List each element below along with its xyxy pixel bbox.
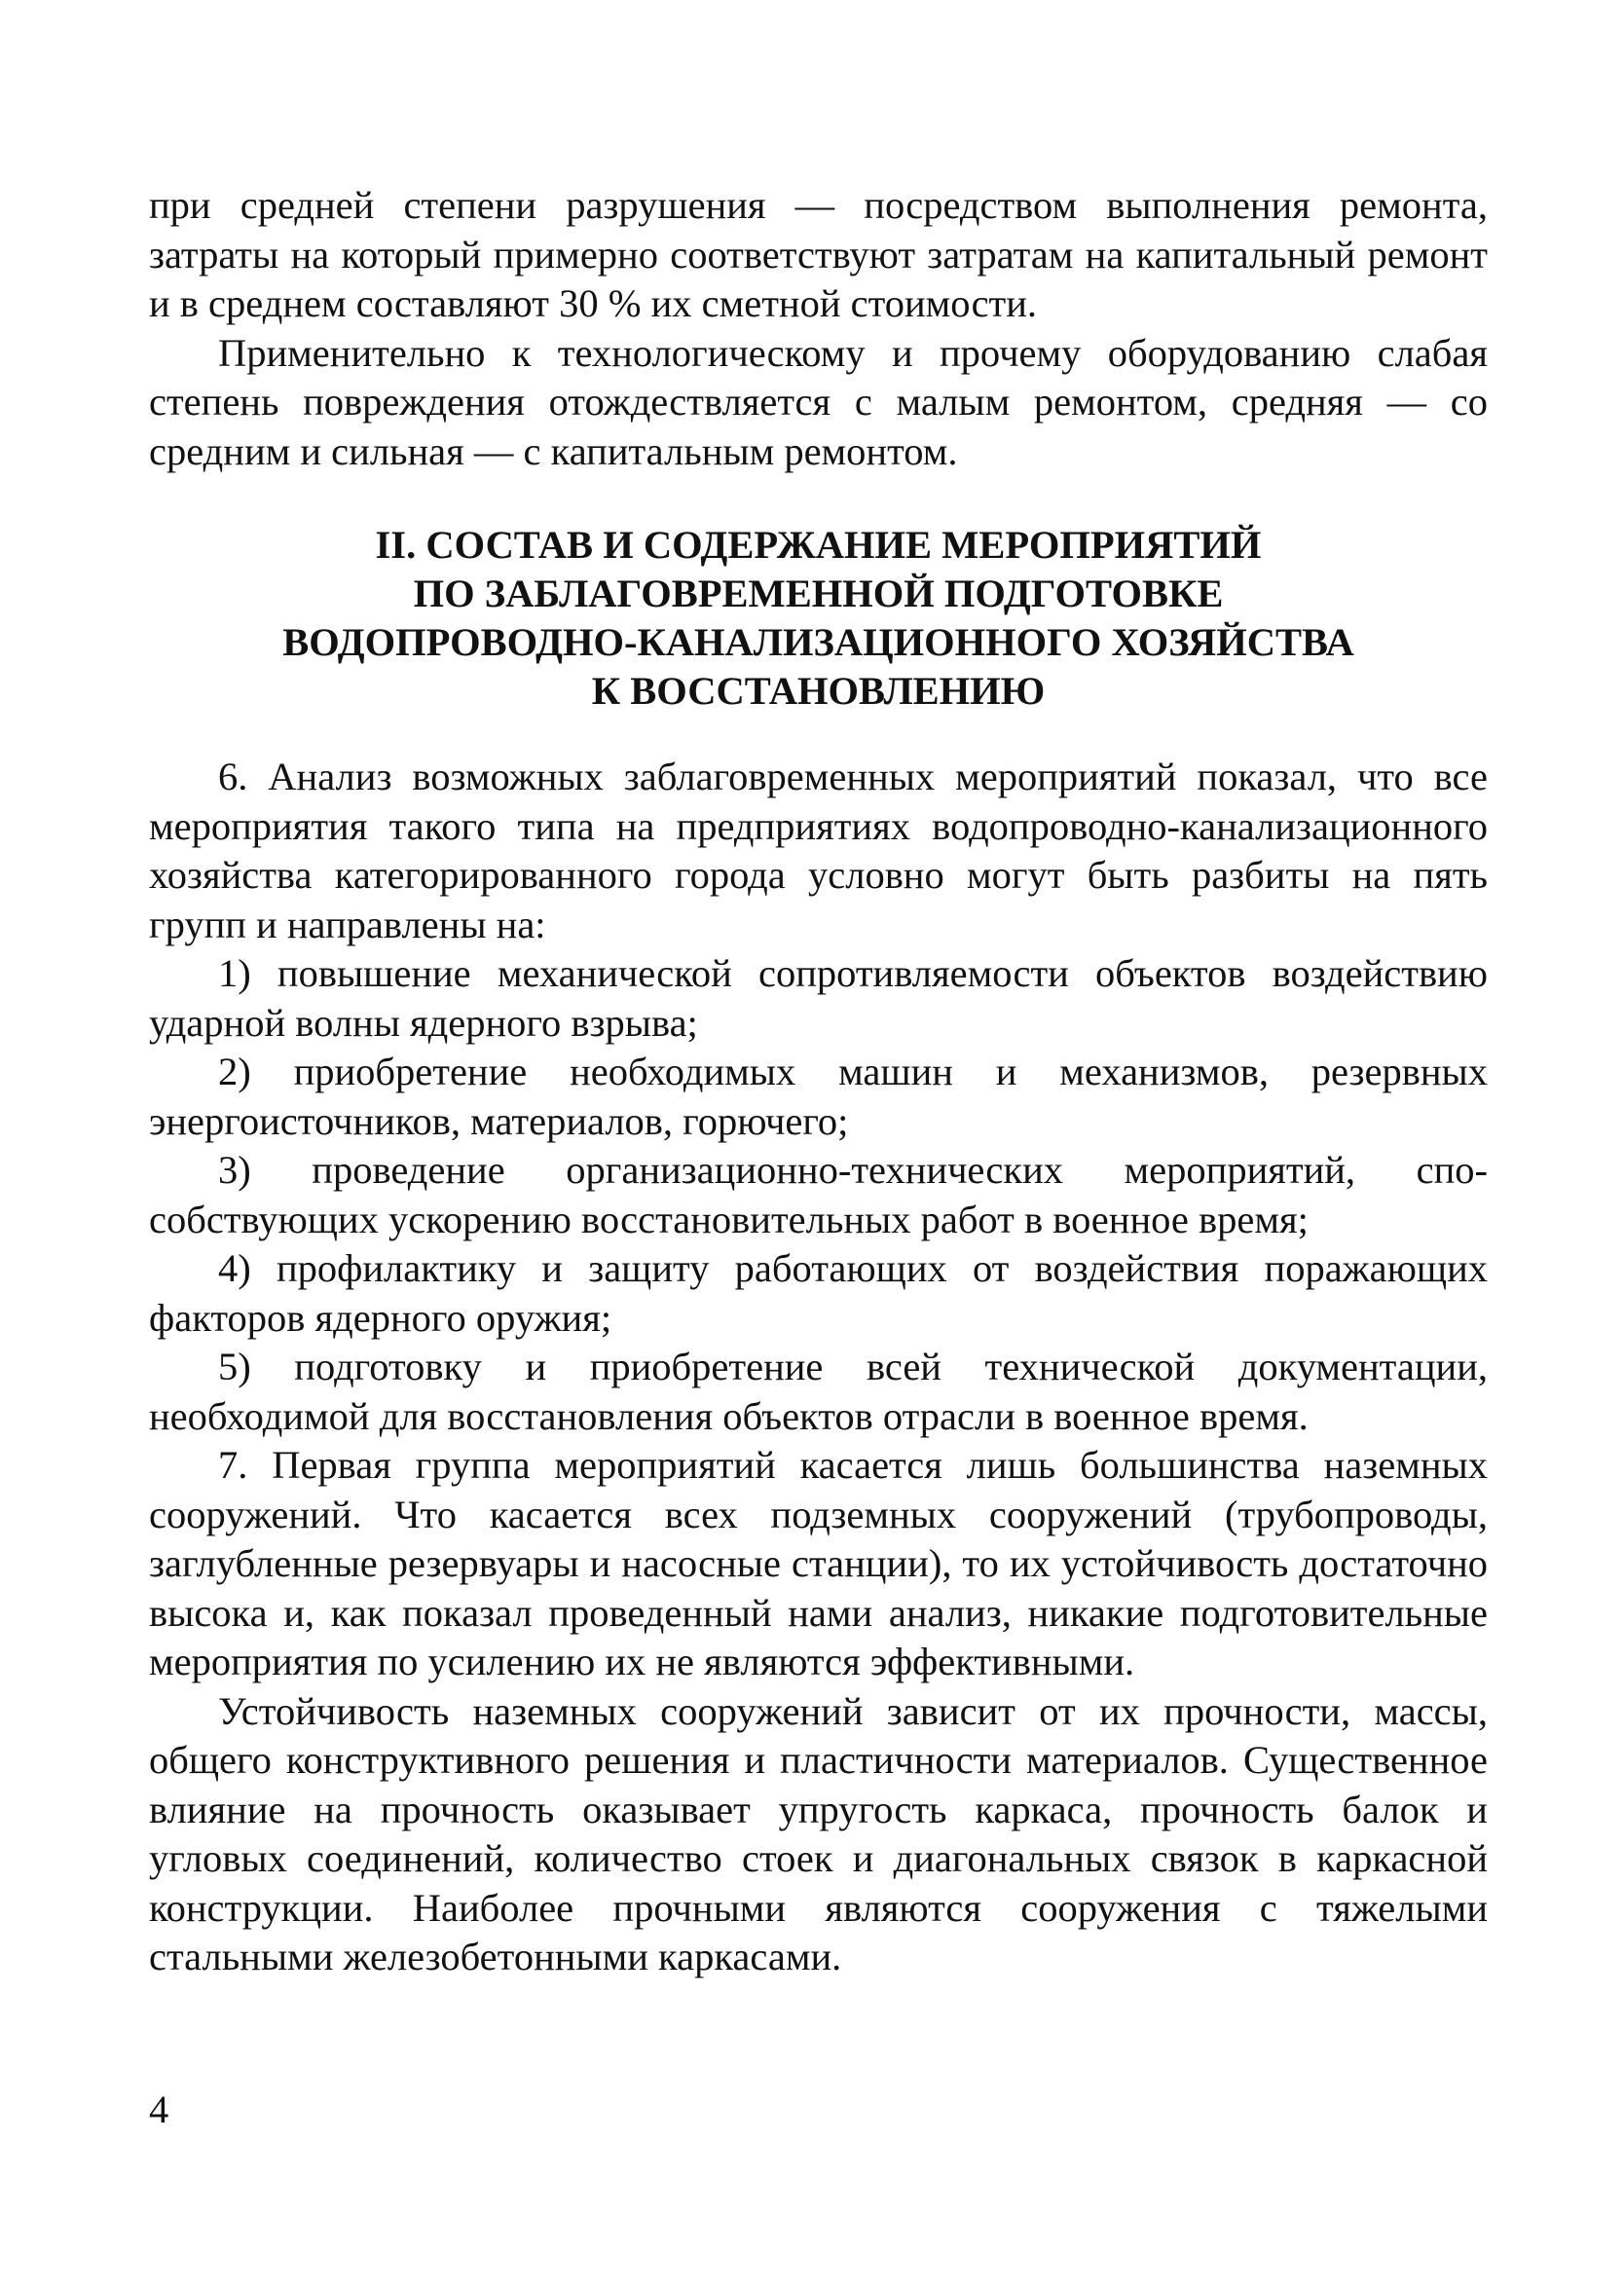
page-body [149, 181, 1488, 1982]
paragraph-item-7: 7. Первая группа мероприятий касается лишь большинства наземных сооружений. Что касается всех подземных сооружений (трубопроводы, заглубленные резервуары и насосные станции), то их устойчивость достаточно высока и, как показал проведенный нами анализ, никакие подготовительные мероприятия по усилению их не являются эффективными. [149, 1443, 1488, 1683]
list-item-1: 1) повышение механической сопротивляемости объектов воздействию ударной волны ядерного взрыва; [149, 951, 1488, 1045]
page-number: 4 [149, 2087, 169, 2131]
section-heading [149, 521, 1488, 716]
section-heading-line: К ВОССТАНОВЛЕНИЮ [591, 669, 1046, 713]
section-heading-line: ПО ЗАБЛАГОВРЕМЕННОЙ ПОДГОТОВКЕ [413, 572, 1224, 615]
section-heading-line: ВОДОПРОВОДНО-КАНАЛИЗАЦИОННОГО ХОЗЯЙСТВА [282, 620, 1354, 664]
list-item-3: 3) проведение организационно-технических мероприятий, способствующих ускорению восстановительных работ в военное время; [149, 1148, 1488, 1241]
section-heading-line: II. СОСТАВ И СОДЕРЖАНИЕ МЕРОПРИЯТИЙ [375, 523, 1262, 567]
list-item-4: 4) профилактику и защиту работающих от воздействия поражающих факторов ядерного оружия; [149, 1246, 1488, 1340]
paragraph-ground-structures: Устойчивость наземных сооружений зависит от их прочности, массы, общего конструктивного решения и пластичности материалов. Существенное влияние на прочность оказывает упругость каркаса, прочность балок и угловых соединений, количество стоек и диагональных связок в каркасной конструкции. Наиболее прочными являются сооружения с тяжелыми стальными железобетонными каркасами. [149, 1688, 1488, 1978]
list-item-2: 2) приобретение необходимых машин и механизмов, резервных энергоисточников, материалов, горючего; [149, 1050, 1488, 1143]
paragraph-continued: при средней степени разрушения — посредством выполнения ремонта, затраты на который примерно соответствуют затратам на капитальный ремонт и в среднем составляют 30 % их сметной стоимости. [149, 183, 1488, 325]
paragraph-item-6: 6. Анализ возможных заблаговременных мероприятий показал, что все мероприятия такого типа на предприятиях водопроводно-канализационного хозяйства категорированного города условно могут быть разбиты на пять групп и направлены на: [149, 755, 1488, 946]
list-item-5: 5) подготовку и приобретение всей технической документации, необходимой для восстановления объектов отрасли в военное время. [149, 1345, 1488, 1438]
paragraph-equipment-damage: Применительно к технологическому и прочему оборудованию слабая степень повреждения отождествляется с малым ремонтом, средняя — со средним и сильная — с капитальным ремонтом. [149, 330, 1488, 473]
